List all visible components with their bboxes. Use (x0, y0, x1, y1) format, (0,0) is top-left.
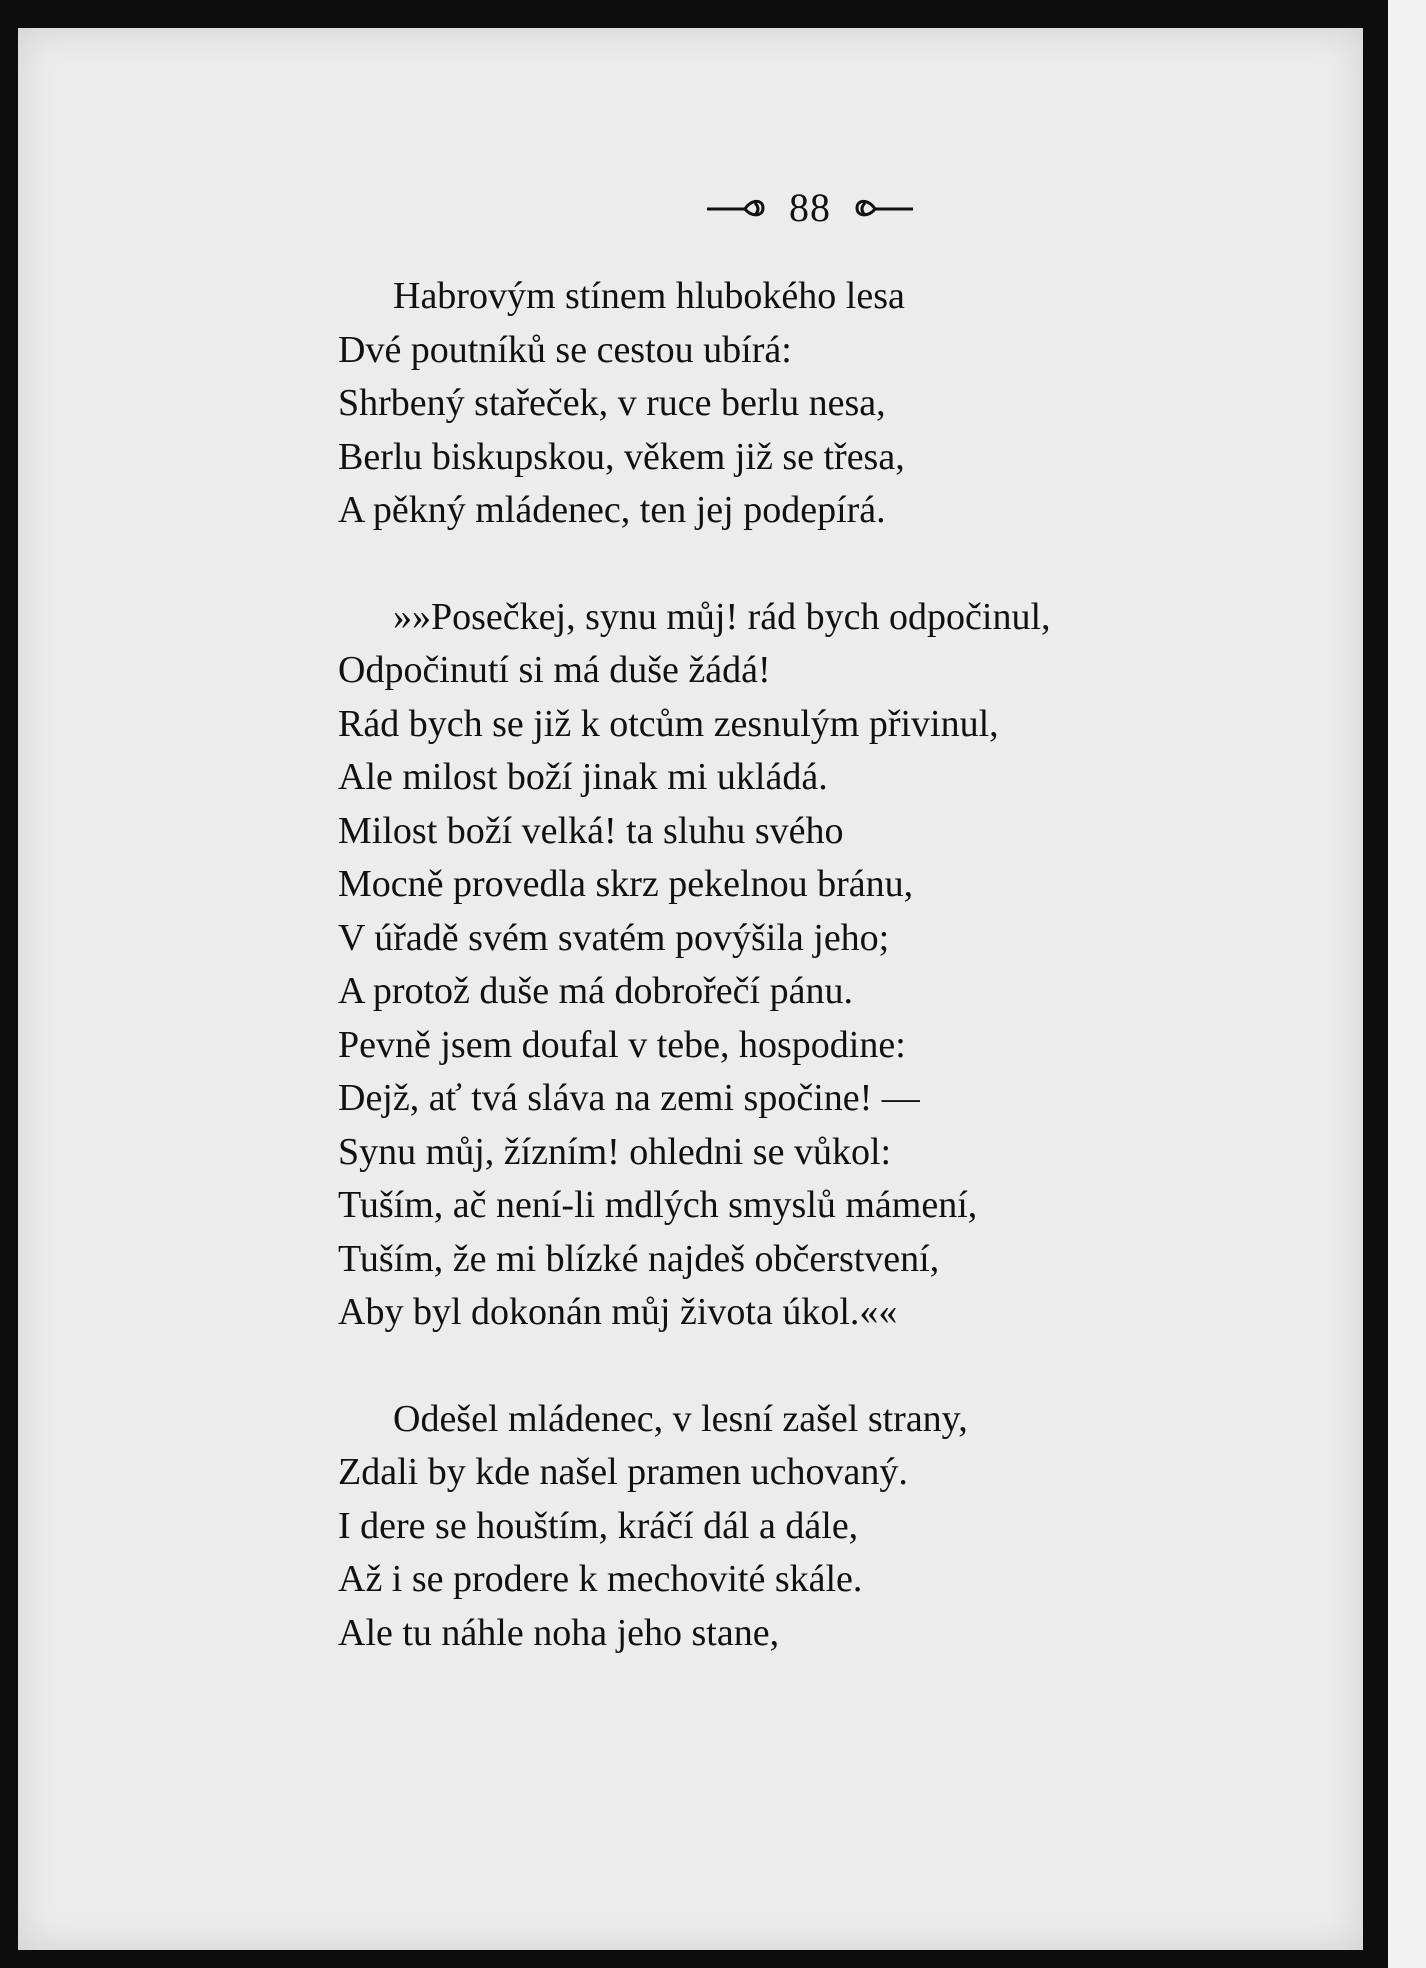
poem-line: Tuším, ač není-li mdlých smyslů mámení, (338, 1184, 978, 1226)
poem-line: Tuším, že mi blízké najdeš občerstvení, (338, 1237, 940, 1280)
poem-line: Milost boží velká! ta sluhu svého (338, 809, 844, 852)
poem-line: Ale tu náhle noha jeho stane, (338, 1611, 780, 1654)
poem-line: Až i se prodere k mechovité skále. (338, 1558, 863, 1600)
poem-line: Habrovým stínem hlubokého lesa (393, 275, 905, 317)
poem-line: Mocně provedla skrz pekelnou bránu, (338, 863, 914, 905)
poem-line: A pěkný mládenec, ten jej podepírá. (338, 489, 886, 531)
stanza-2 (338, 591, 1298, 1340)
poem-line: Zdali by kde našel pramen uchovaný. (338, 1451, 908, 1493)
poem-line: Rád bych se již k otcům zesnulým přivinul, (338, 702, 999, 745)
poem-line: V úřadě svém svatém povýšila jeho; (338, 916, 890, 959)
poem-line: Berlu biskupskou, věkem již se třesa, (338, 435, 905, 478)
poem-line: Shrbený stařeček, v ruce berlu nesa, (338, 382, 886, 424)
poem-line: Aby byl dokonán můj života úkol.«« (338, 1291, 898, 1333)
poem-line: A protož duše má dobrořečí pánu. (338, 970, 853, 1012)
page-header (660, 178, 960, 238)
poem-line: Ale milost boží jinak mi ukládá. (338, 756, 828, 798)
adjacent-page-edge (1388, 0, 1426, 1968)
poem-line: Odešel mládenec, v lesní zašel strany, (393, 1397, 968, 1440)
poem-line: »»Posečkej, synu můj! rád bych odpočinul, (393, 595, 1051, 638)
poem-line: Odpočinutí si má duše žádá! (338, 649, 771, 691)
stanza-3 (338, 1393, 1298, 1661)
stanza-1 (338, 270, 1298, 538)
page-number: 88 (789, 185, 831, 230)
left-arrow-ornament-icon (705, 193, 775, 223)
right-arrow-ornament-icon (845, 193, 915, 223)
poem-line: Dvé poutníků se cestou ubírá: (338, 328, 792, 371)
poem-line: I dere se houštím, kráčí dál a dále, (338, 1504, 859, 1547)
poem-line: Synu můj, žízním! ohledni se vůkol: (338, 1130, 892, 1173)
poem-line: Pevně jsem doufal v tebe, hospodine: (338, 1023, 906, 1066)
poem-text (338, 270, 1298, 1660)
poem-line: Dejž, ať tvá sláva na zemi spočine! — (338, 1077, 920, 1119)
